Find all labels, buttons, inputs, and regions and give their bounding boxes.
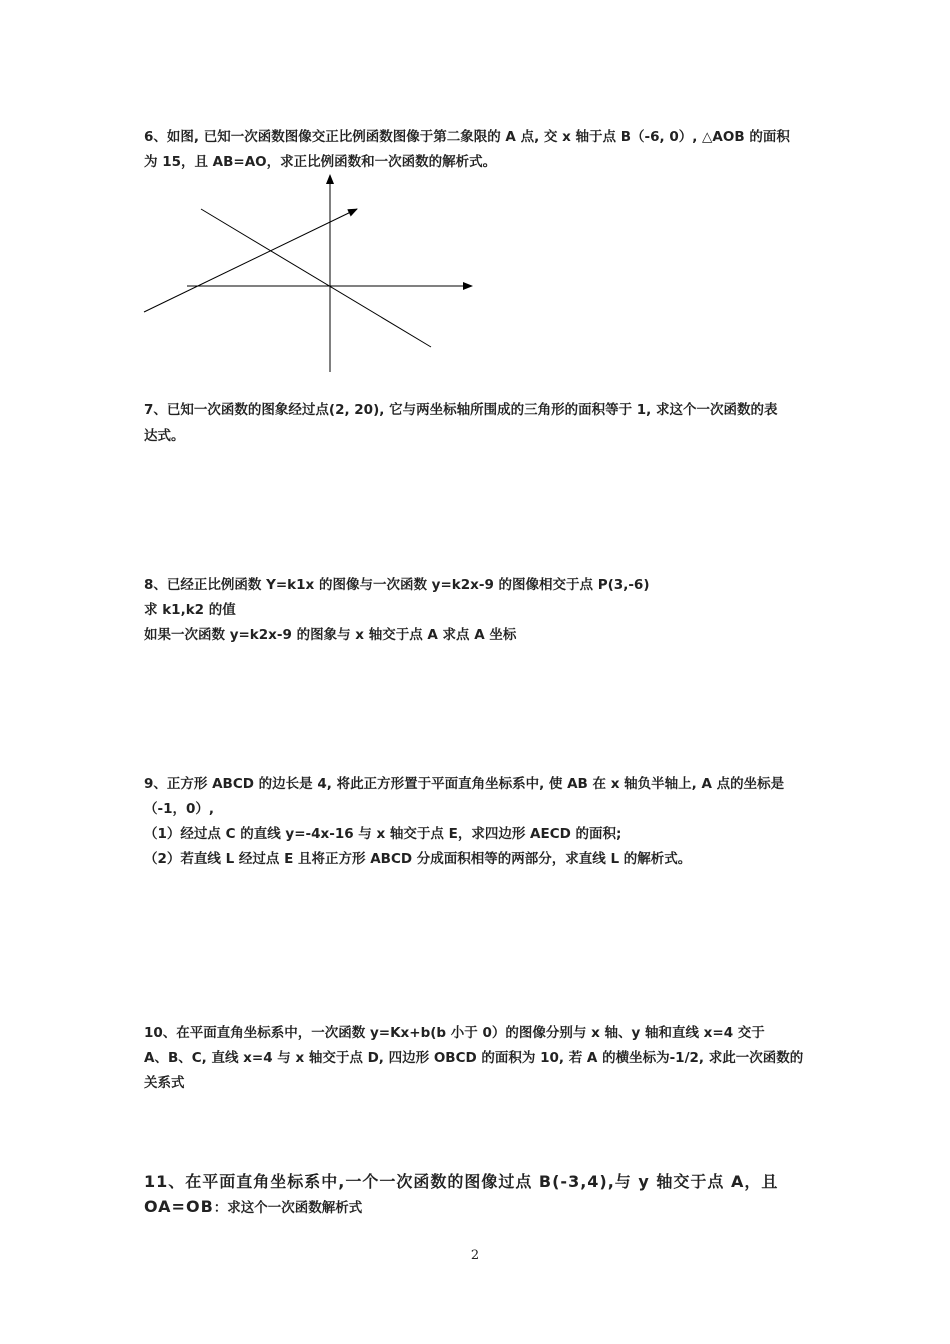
q7-text-line2: 达式。 bbox=[144, 428, 185, 444]
q8-text-line2: 求 k1,k2 的值 bbox=[144, 602, 236, 618]
q8-text-line3: 如果一次函数 y=k2x-9 的图象与 x 轴交于点 A 求点 A 坐标 bbox=[144, 627, 517, 643]
page-number: 2 bbox=[470, 1248, 480, 1263]
q9-text-line4: （2）若直线 L 经过点 E 且将正方形 ABCD 分成面积相等的两部分，求直线 L 的解析式。 bbox=[144, 851, 692, 867]
q11-text-line2 bbox=[144, 1198, 362, 1217]
q6-text-line1: 6、如图, 已知一次函数图像交正比例函数图像于第二象限的 A 点, 交 x 轴于点 B（-6, 0）, △AOB 的面积 bbox=[144, 129, 790, 145]
q11-text-line1: 11、在平面直角坐标系中,一个一次函数的图像过点 B(-3,4),与 y 轴交于点 A，且 bbox=[144, 1172, 779, 1191]
q7-text-line1: 7、已知一次函数的图象经过点(2, 20), 它与两坐标轴所围成的三角形的面积等于 1, 求这个一次函数的表 bbox=[144, 402, 778, 418]
linear-function-line bbox=[144, 209, 357, 312]
q11-text-line2-bold: OA=OB bbox=[144, 1197, 214, 1216]
q10-text-line2: A、B、C, 直线 x=4 与 x 轴交于点 D, 四边形 OBCD 的面积为 10, 若 A 的横坐标为-1/2, 求此一次函数的 bbox=[144, 1050, 804, 1066]
q8-text-line1: 8、已经正比例函数 Y=k1x 的图像与一次函数 y=k2x-9 的图像相交于点 P(3,-6) bbox=[144, 577, 650, 593]
q9-text-line3: （1）经过点 C 的直线 y=-4x-16 与 x 轴交于点 E，求四边形 AECD 的面积; bbox=[144, 826, 622, 842]
q9-text-line2: （-1，0）, bbox=[144, 801, 215, 817]
q11-text-line2-rest: ：求这个一次函数解析式 bbox=[213, 1200, 363, 1216]
q10-text-line3: 关系式 bbox=[144, 1075, 185, 1091]
q10-text-line1: 10、在平面直角坐标系中，一次函数 y=Kx+b(b 小于 0）的图像分别与 x 轴、y 轴和直线 x=4 交于 bbox=[144, 1025, 765, 1041]
q9-text-line1: 9、正方形 ABCD 的边长是 4, 将此正方形置于平面直角坐标系中, 使 AB 在 x 轴负半轴上, A 点的坐标是 bbox=[144, 776, 785, 792]
proportional-function-line bbox=[201, 209, 431, 347]
q6-text-line2: 为 15，且 AB=AO，求正比例函数和一次函数的解析式。 bbox=[144, 154, 497, 170]
